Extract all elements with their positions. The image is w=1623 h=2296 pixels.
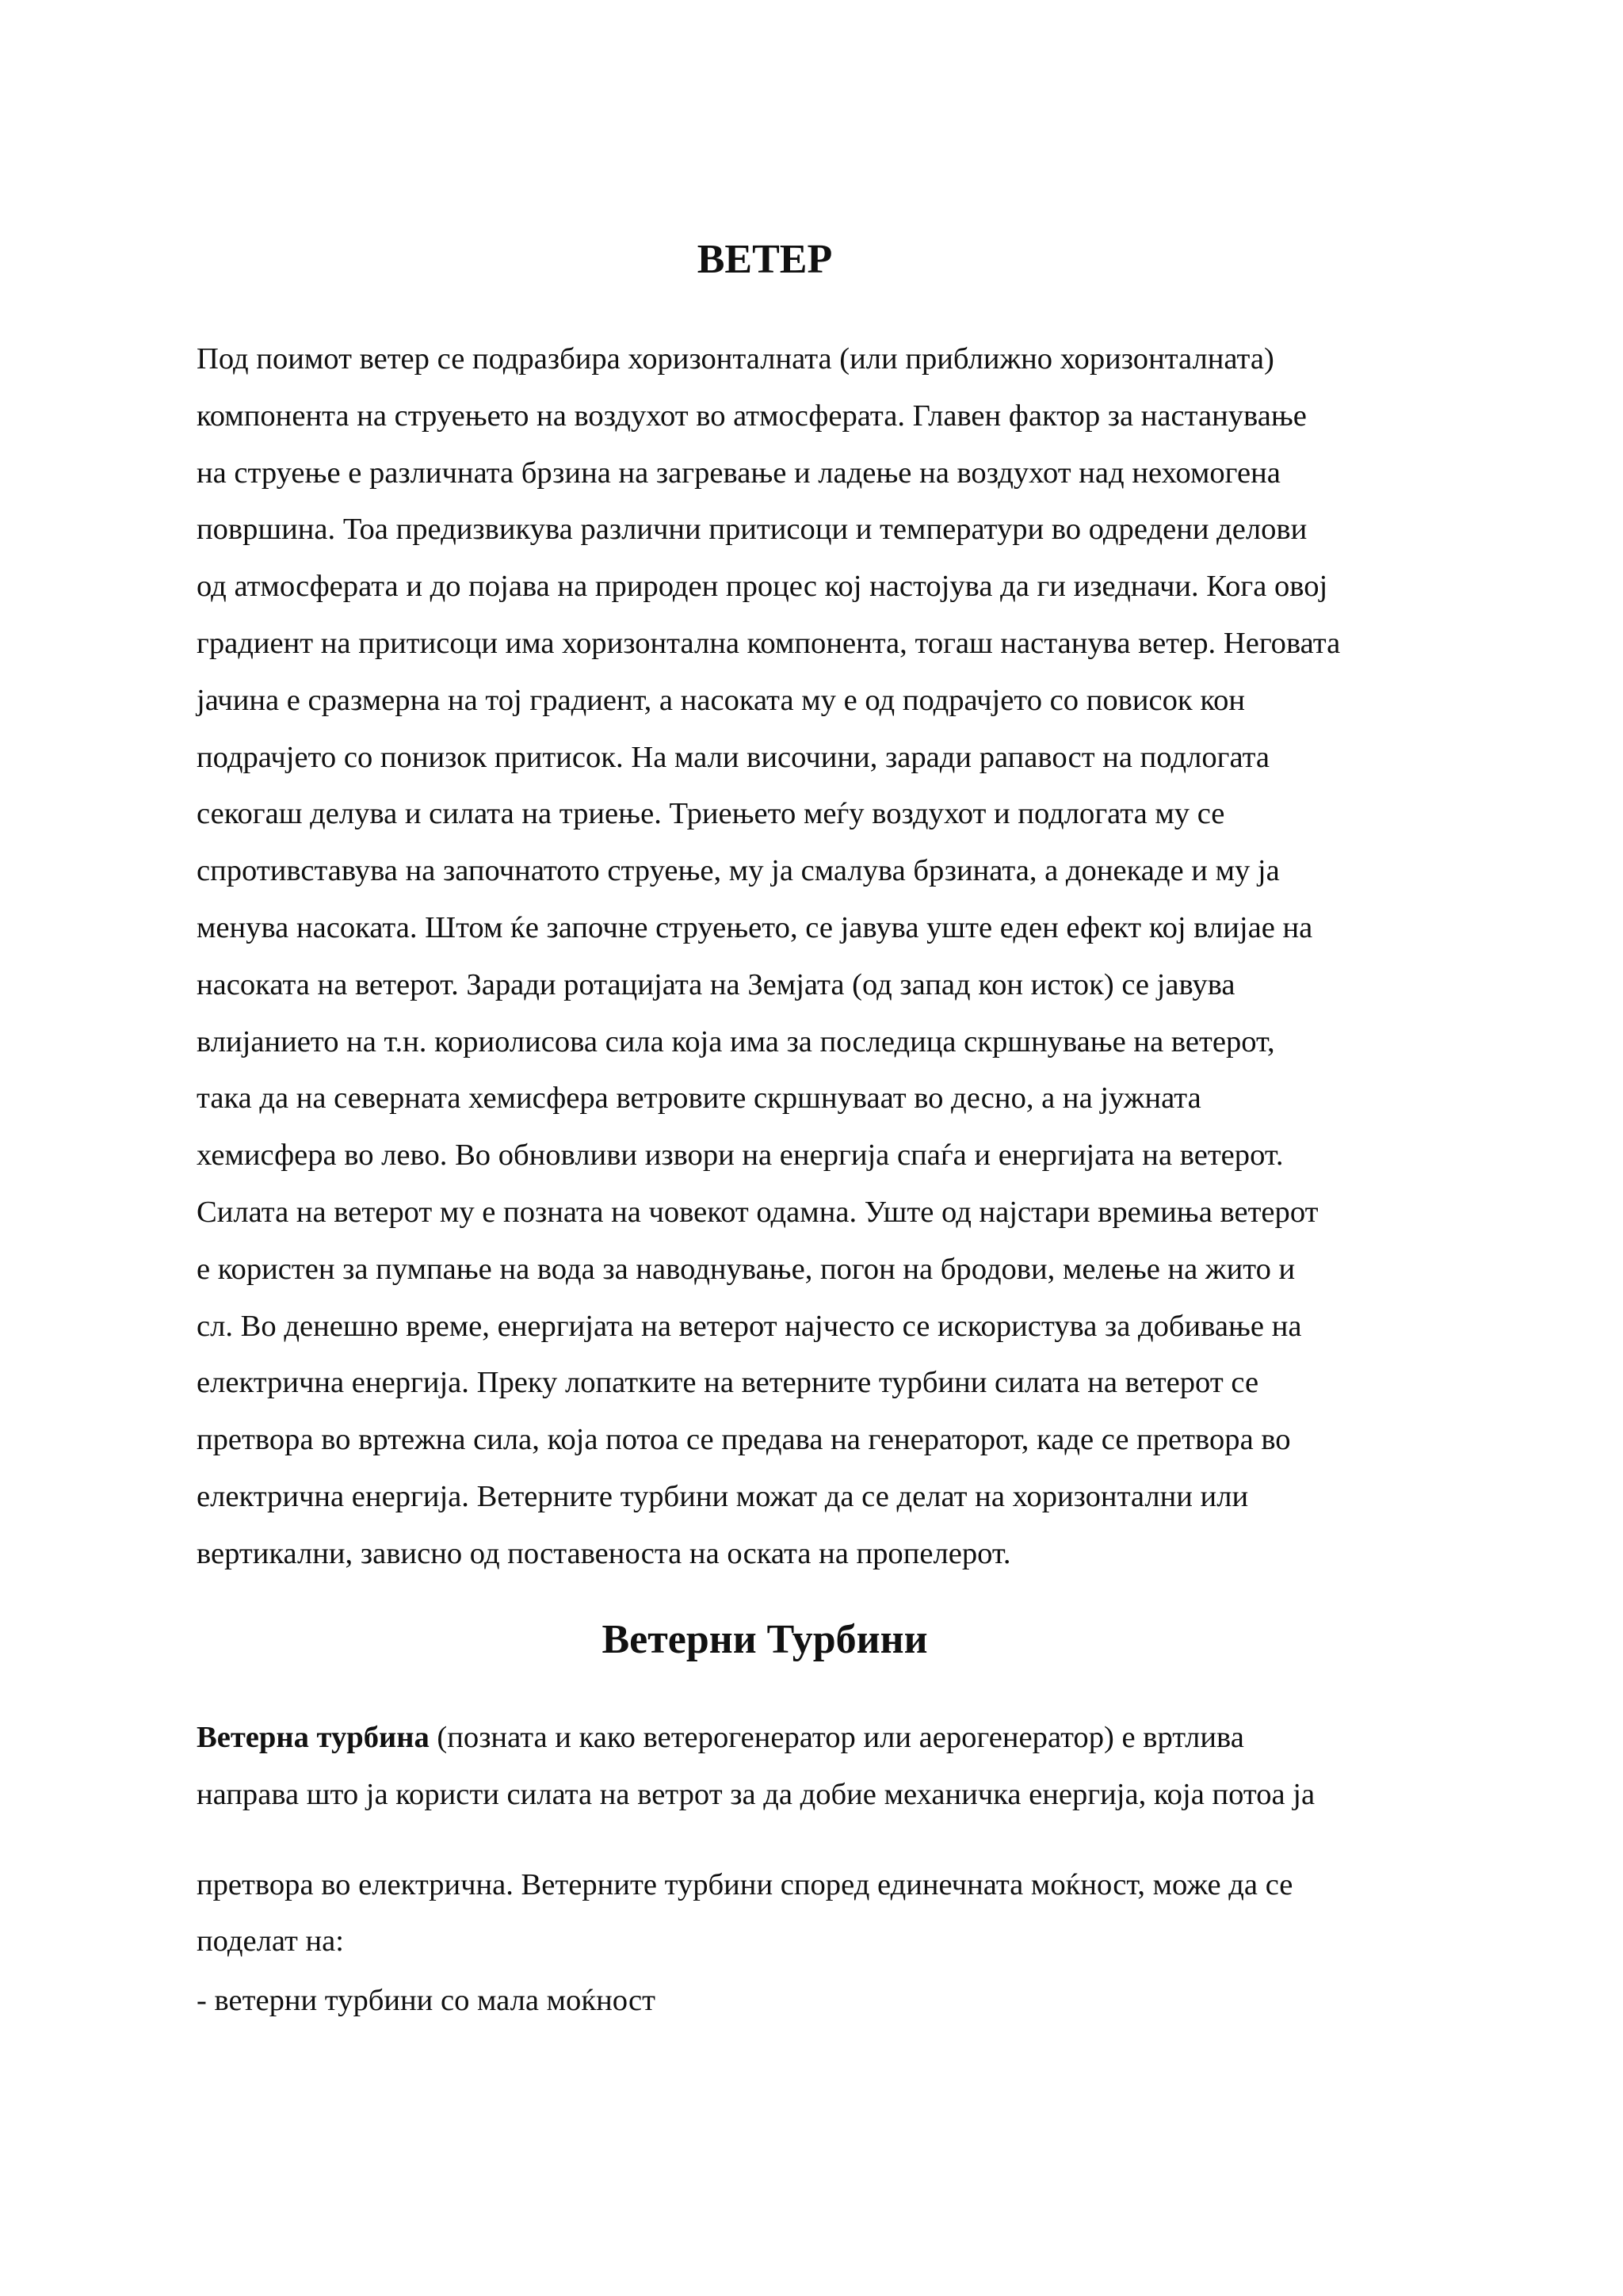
text-line: секогаш делува и силата на триење. Триењето меѓу воздухот и подлогата му се xyxy=(197,797,1225,831)
text-line: од атмосферата и до појава на природен процес кој настојува да ги изедначи. Кога овој xyxy=(197,570,1328,604)
paragraph-turbine-classification xyxy=(197,1857,1472,1970)
list-item xyxy=(197,1973,1472,2030)
text-run: (позната и како ветерогенератор или аерогенератор) е вртлива xyxy=(429,1721,1244,1754)
text-line: менува насоката. Штом ќе започне струењето, се јавува уште еден ефект кој влијае на xyxy=(197,910,1313,944)
text-line: претвора во вртежна сила, која потоа се предава на генераторот, каде се претвора во xyxy=(197,1423,1291,1457)
text-line: вертикални, зависно од поставеноста на оската на пропелерот. xyxy=(197,1536,1011,1570)
text-line: спротивставува на започнатото струење, му ја смалува брзината, а донекаде и му ја xyxy=(197,854,1280,888)
page-title: ВЕТЕР xyxy=(697,237,833,282)
text-line: поделат на: xyxy=(197,1924,344,1958)
text-line: Силата на ветерот му е позната на човекот одамна. Уште од најстари времиња ветерот xyxy=(197,1195,1319,1229)
text-line: хемисфера во лево. Во обновливи извори на енергија спаѓа и енергијата на ветерот. xyxy=(197,1138,1284,1173)
bold-term: Ветерна турбина xyxy=(197,1721,430,1754)
text-line: сл. Во денешно време, енергијата на ветерот најчесто се искористува за добивање на xyxy=(197,1309,1302,1343)
text-line: компонента на струењето на воздухот во атмосферата. Главен фактор за настанување xyxy=(197,399,1307,433)
text-line: подрачјето со понизок притисок. На мали височини, заради рапавост на подлогата xyxy=(197,740,1270,774)
text-line: електрична енергија. Ветерните турбини можат да се делат на хоризонтални или xyxy=(197,1479,1249,1513)
text-line: Под поимот ветер се подразбира хоризонталната (или приближно хоризонталната) xyxy=(197,342,1274,376)
text-line: јачина е сразмерна на тој градиент, а насоката му е од подрачјето со повисок кон xyxy=(197,683,1246,717)
text-line: површина. Тоа предизвикува различни притисоци и температури во одредени делови xyxy=(197,513,1308,547)
section-title: Ветерни Турбини xyxy=(601,1617,928,1662)
text-line: така да на северната хемисфера ветровите скршнуваат во десно, а на јужната xyxy=(197,1081,1201,1116)
text-line: претвора во електрична. Ветерните турбини според единечната моќност, може да се xyxy=(197,1868,1293,1901)
paragraph-wind-definition xyxy=(197,331,1472,1583)
text-line: - ветерни турбини со мала моќност xyxy=(197,1984,655,2017)
text-line: е користен за пумпање на вода за наводнување, погон на бродови, мелење на жито и xyxy=(197,1252,1296,1286)
text-line: влијанието на т.н. кориолисова сила која има за последица скршнување на ветерот, xyxy=(197,1024,1275,1058)
text-line: направа што ја користи силата на ветрот за да добие механичка енергија, која потоа ја xyxy=(197,1777,1316,1811)
text-line: градиент на притисоци има хоризонтална компонента, тогаш настанува ветер. Неговата xyxy=(197,626,1341,660)
text-line: насоката на ветерот. Заради ротацијата на Земјата (од запад кон исток) се јавува xyxy=(197,967,1235,1001)
paragraph-turbine-definition xyxy=(197,1710,1472,1824)
text-line: на струење е различната брзина на загревање и ладење на воздухот над нехомогена xyxy=(197,456,1281,490)
text-line: електрична енергија. Преку лопатките на ветерните турбини силата на ветерот се xyxy=(197,1366,1259,1400)
text-line xyxy=(197,1710,1472,1767)
